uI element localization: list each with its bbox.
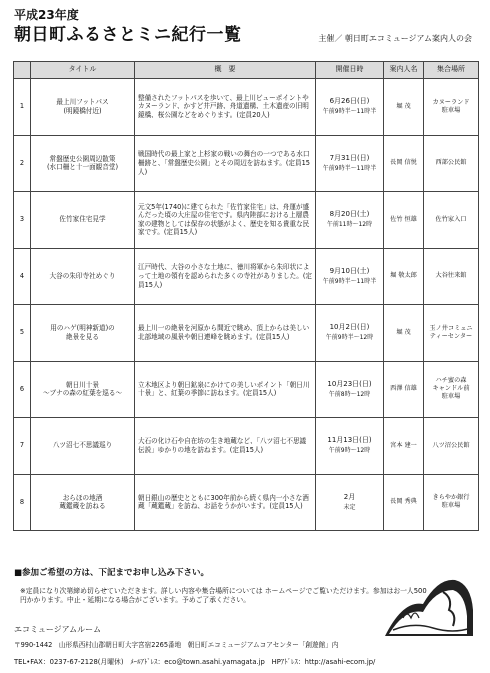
guide-name: 西澤 信雄 bbox=[384, 361, 424, 418]
row-number: 3 bbox=[14, 192, 31, 249]
guide-name: 堀 敬太郎 bbox=[384, 248, 424, 305]
event-title: 用のハゲ(明神新道)の 絶景を見る bbox=[31, 305, 135, 362]
event-date: 7月31日(日) bbox=[329, 153, 370, 162]
organizer: 主催／ 朝日町エコミュージアム案内人の会 bbox=[318, 34, 472, 43]
meeting-place: 大谷往来館 bbox=[424, 248, 479, 305]
header-title: タイトル bbox=[31, 62, 135, 79]
table-header-row bbox=[14, 62, 479, 79]
meeting-place: 佐竹家入口 bbox=[424, 192, 479, 249]
meeting-place: きらやか銀行 駐車場 bbox=[424, 474, 479, 531]
table-row bbox=[14, 135, 479, 192]
header-guide: 案内人名 bbox=[384, 62, 424, 79]
meeting-place: カヌーランド 駐車場 bbox=[424, 79, 479, 136]
meeting-place: 八ツ沼公民館 bbox=[424, 418, 479, 475]
fiscal-year: 平成23年度 bbox=[14, 8, 79, 22]
application-notice: ■参加ご希望の方は、下記までお申し込み下さい。 bbox=[14, 568, 210, 578]
event-date: 8月20日(土) bbox=[329, 210, 370, 219]
guide-name: 堀 茂 bbox=[384, 305, 424, 362]
guide-name: 堀 茂 bbox=[384, 79, 424, 136]
event-table bbox=[13, 61, 479, 531]
header-summary: 概 要 bbox=[135, 62, 316, 79]
event-summary: 戦国時代の最上家と上杉家の戦いの舞台の一つである水口柵跡と、「常盤歴史公園」とその周辺を訪ねます。(定員15人) bbox=[135, 135, 316, 192]
capacity-note: ※定員になり次第締め切らせていただきます。詳しい内容や集合場所については ホームページでご覧いただけます。参加はお一人500円かかります。中止・延期になる場合がございます。予めご了承ください。 bbox=[20, 587, 427, 605]
table-row bbox=[14, 418, 479, 475]
event-datetime bbox=[316, 474, 384, 531]
event-datetime bbox=[316, 418, 384, 475]
organization-name: エコミュージアムルーム bbox=[14, 625, 102, 634]
row-number: 4 bbox=[14, 248, 31, 305]
header-place: 集合場所 bbox=[424, 62, 479, 79]
row-number: 6 bbox=[14, 361, 31, 418]
event-date: 10月2日(日) bbox=[329, 323, 370, 332]
event-time: 午前9時～12時 bbox=[328, 447, 371, 455]
table-row bbox=[14, 305, 479, 362]
meeting-place: 西部公民館 bbox=[424, 135, 479, 192]
event-time: 午前8時～12時 bbox=[328, 390, 371, 398]
table-row bbox=[14, 361, 479, 418]
table-row bbox=[14, 192, 479, 249]
event-datetime bbox=[316, 248, 384, 305]
page-title: 朝日町ふるさとミニ紀行一覧 bbox=[14, 25, 242, 45]
event-summary: 大石の化け石や自在坊の生き地蔵など、「八ツ沼七不思議伝説」ゆかりの地を訪ねます。(定員15人) bbox=[135, 418, 316, 475]
event-title: おらほの地酒 蔵鑑蔵を訪ねる bbox=[31, 474, 135, 531]
row-number: 5 bbox=[14, 305, 31, 362]
event-date: 10月23日(日) bbox=[327, 379, 372, 388]
table-row bbox=[14, 248, 479, 305]
event-title: 朝日川十景 ～ブナの森の紅葉を巡る～ bbox=[31, 361, 135, 418]
event-time: 午前9時半～12時 bbox=[325, 334, 374, 342]
row-number: 8 bbox=[14, 474, 31, 531]
guide-name: 宮本 建一 bbox=[384, 418, 424, 475]
event-title: 常盤歴史公園周辺散策 (水口柵と十一面観音堂) bbox=[31, 135, 135, 192]
event-time: 午前9時半～11時半 bbox=[322, 164, 377, 172]
event-time: 午前9時半～11時半 bbox=[322, 108, 377, 116]
event-datetime bbox=[316, 79, 384, 136]
landscape-illustration bbox=[383, 570, 475, 638]
event-summary: 江戸時代、大谷の小さな土地に、徳川将軍から朱印状によって土地の領有を認められた多くの寺社がありました。(定員15人) bbox=[135, 248, 316, 305]
event-date: 9月10日(土) bbox=[329, 266, 370, 275]
event-title: 佐竹家住宅見学 bbox=[31, 192, 135, 249]
guide-name: 佐竹 恒雄 bbox=[384, 192, 424, 249]
event-summary: 整備されたフットパスを歩いて、最上川ビューポイントやカヌーランド、かすど井戸跡、舟道遺構、土木遺産の旧明鏡橋、桜公園などをめぐります。(定員20人) bbox=[135, 79, 316, 136]
header-date: 開催日時 bbox=[316, 62, 384, 79]
event-summary: 元文5年(1740)に建てられた「佐竹家住宅」は、舟運が盛んだった頃の大庄屋の住宅です。県内陸部における上層農家の建物としては保存の状態がよく、歴史を知る貴重な民家です。(定員15人) bbox=[135, 192, 316, 249]
event-summary: 最上川一の絶景を河原から間近で眺め、頂上からは美しい北部地域の風景や朝日連峰を眺めます。(定員15人) bbox=[135, 305, 316, 362]
guide-name: 長岡 秀典 bbox=[384, 474, 424, 531]
event-datetime bbox=[316, 361, 384, 418]
event-title: 最上川フットパス (明鏡橋付近) bbox=[31, 79, 135, 136]
meeting-place: 玉ノ井コミュニ ティーセンター bbox=[424, 305, 479, 362]
address: 〒990-1442 山形県西村山郡朝日町大字宮宿2265番地 朝日町エコミュージアムコアセンター「創遊館」内 bbox=[14, 641, 339, 649]
event-datetime bbox=[316, 192, 384, 249]
row-number: 1 bbox=[14, 79, 31, 136]
event-title: 八ツ沼七不思議巡り bbox=[31, 418, 135, 475]
row-number: 2 bbox=[14, 135, 31, 192]
contact-info: TEL•FAX：0237-67-2128(月曜休) ﾒｰﾙｱﾄﾞﾚｽ：eco@town.asahi.yamagata.jp HPｱﾄﾞﾚｽ：http://asahi-ecom.jp/ bbox=[14, 658, 376, 666]
event-date: 2月 bbox=[343, 492, 356, 501]
table-row bbox=[14, 79, 479, 136]
event-time: 午前9時半～11時半 bbox=[322, 277, 377, 285]
event-summary: 立木地区より朝日鉱泉にかけての美しいポイント「朝日川十景」と、紅葉の季節に訪ねます。(定員15人) bbox=[135, 361, 316, 418]
row-number: 7 bbox=[14, 418, 31, 475]
event-datetime bbox=[316, 305, 384, 362]
event-datetime bbox=[316, 135, 384, 192]
table-row bbox=[14, 474, 479, 531]
guide-name: 長岡 信悦 bbox=[384, 135, 424, 192]
event-title: 大谷の朱印寺社めぐり bbox=[31, 248, 135, 305]
meeting-place: ハチ蜜の森 キャンドル前 駐車場 bbox=[424, 361, 479, 418]
event-time: 午前11時～12時 bbox=[326, 221, 373, 229]
event-time: 未定 bbox=[343, 503, 356, 511]
event-summary: 朝日銀山の歴史とともに300年前から続く県内一小さな酒蔵「蔵鑑蔵」を訪ね、お話をうかがいます。(定員15人) bbox=[135, 474, 316, 531]
event-date: 11月13日(日) bbox=[327, 436, 372, 445]
event-date: 6月26日(日) bbox=[329, 97, 370, 106]
header-number bbox=[14, 62, 31, 79]
